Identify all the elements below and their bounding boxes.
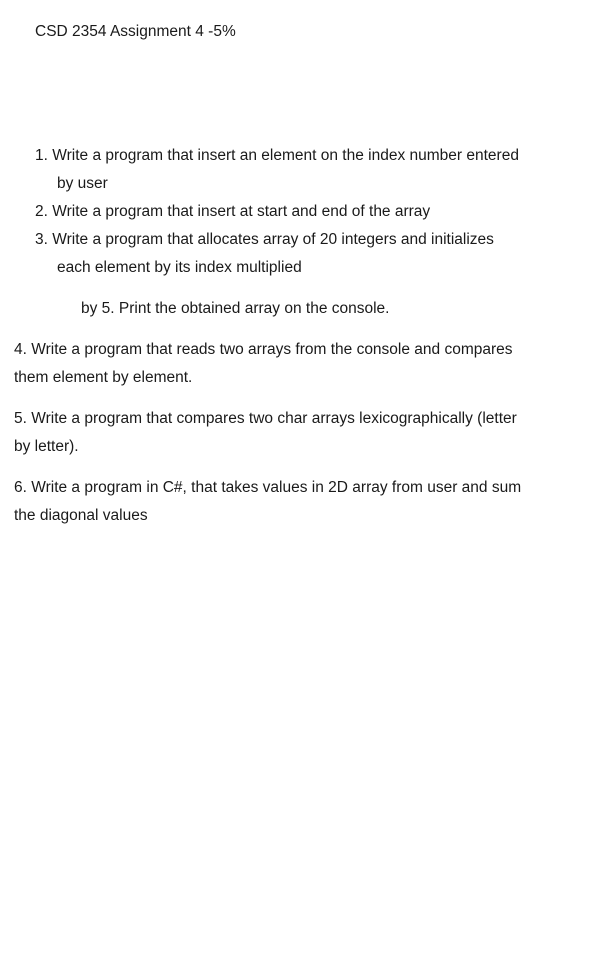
question-paragraph: [14, 405, 589, 461]
list-item-number: 2.: [35, 203, 48, 220]
paragraph-line: the diagonal values: [14, 507, 148, 524]
paragraph-line: them element by element.: [14, 369, 193, 386]
list-item: [35, 142, 595, 198]
paragraph-line: 4. Write a program that reads two arrays from the console and compares: [14, 341, 513, 358]
list-item: [35, 226, 595, 282]
paragraph-line: 5. Write a program that compares two char arrays lexicographically (letter: [14, 410, 517, 427]
question-paragraph: [14, 474, 589, 530]
list-item-text: Write a program that insert at start and end of the array: [52, 203, 431, 220]
list-item-continuation: by user: [57, 175, 108, 192]
list-item-continuation-line: by 5. Print the obtained array on the console.: [81, 300, 390, 317]
list-item: [35, 198, 595, 226]
question-paragraph: [14, 336, 589, 392]
numbered-list: [35, 142, 595, 282]
list-item-continuation: each element by its index multiplied: [57, 259, 302, 276]
paragraph-line: 6. Write a program in C#, that takes values in 2D array from user and sum: [14, 479, 522, 496]
paragraph-line: by letter).: [14, 438, 79, 455]
list-item-text: Write a program that allocates array of 20 integers and initializes: [52, 231, 494, 248]
list-item-text: Write a program that insert an element on the index number entered: [52, 147, 519, 164]
list-item-number: 1.: [35, 147, 48, 164]
list-item-number: 3.: [35, 231, 48, 248]
document-title: CSD 2354 Assignment 4 -5%: [35, 23, 236, 40]
